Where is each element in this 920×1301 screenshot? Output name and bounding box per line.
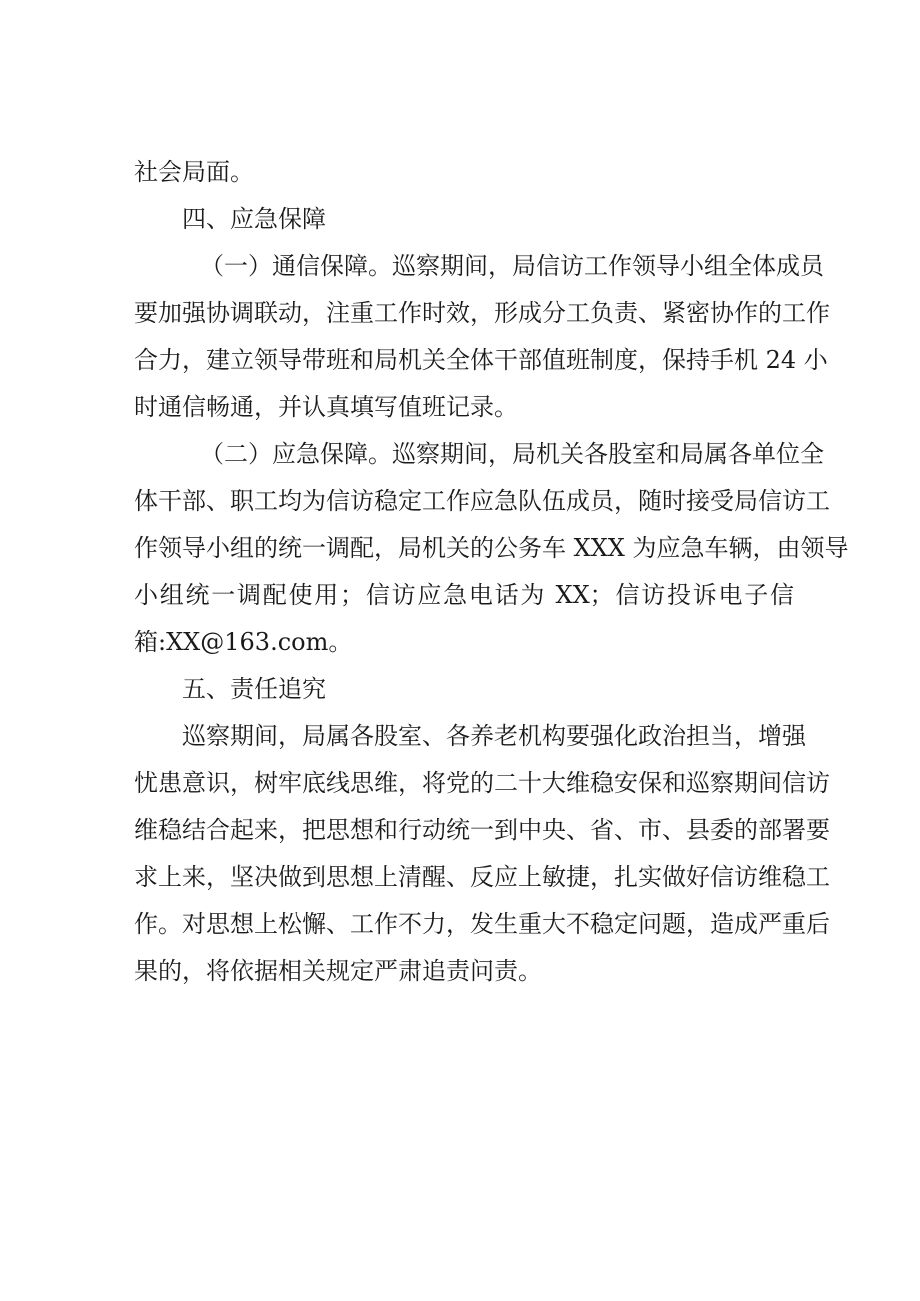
paragraph-line: 合力，建立领导带班和局机关全体干部值班制度，保持手机 24 小 bbox=[134, 346, 828, 374]
paragraph-line: 维稳结合起来，把思想和行动统一到中央、省、市、县委的部署要 bbox=[134, 816, 830, 844]
paragraph-line: （二）应急保障。巡察期间，局机关各股室和局属各单位全 bbox=[200, 440, 824, 468]
paragraph-line: 作。对思想上松懈、工作不力，发生重大不稳定问题，造成严重后 bbox=[134, 910, 830, 938]
paragraph-line: 果的，将依据相关规定严肃追责问责。 bbox=[134, 957, 542, 985]
paragraph-line: （一）通信保障。巡察期间，局信访工作领导小组全体成员 bbox=[200, 252, 824, 280]
paragraph-line: 箱:XX@163.com。 bbox=[134, 628, 353, 656]
paragraph-line: 小组统一调配使用；信访应急电话为 XX；信访投诉电子信 bbox=[134, 581, 794, 609]
section-heading: 四、应急保障 bbox=[182, 205, 326, 233]
paragraph-line: 时通信畅通，并认真填写值班记录。 bbox=[134, 393, 518, 421]
paragraph-line: 要加强协调联动，注重工作时效，形成分工负责、紧密协作的工作 bbox=[134, 299, 830, 327]
paragraph-line: 巡察期间，局属各股室、各养老机构要强化政治担当，增强 bbox=[182, 722, 806, 750]
paragraph-line: 社会局面。 bbox=[134, 158, 254, 186]
paragraph-line: 忧患意识，树牢底线思维，将党的二十大维稳安保和巡察期间信访 bbox=[134, 769, 830, 797]
paragraph-line: 求上来，坚决做到思想上清醒、反应上敏捷，扎实做好信访维稳工 bbox=[134, 863, 830, 891]
paragraph-line: 体干部、职工均为信访稳定工作应急队伍成员，随时接受局信访工 bbox=[134, 487, 830, 515]
paragraph-line: 作领导小组的统一调配，局机关的公务车 XXX 为应急车辆，由领导 bbox=[134, 534, 849, 562]
section-heading: 五、责任追究 bbox=[182, 675, 326, 703]
